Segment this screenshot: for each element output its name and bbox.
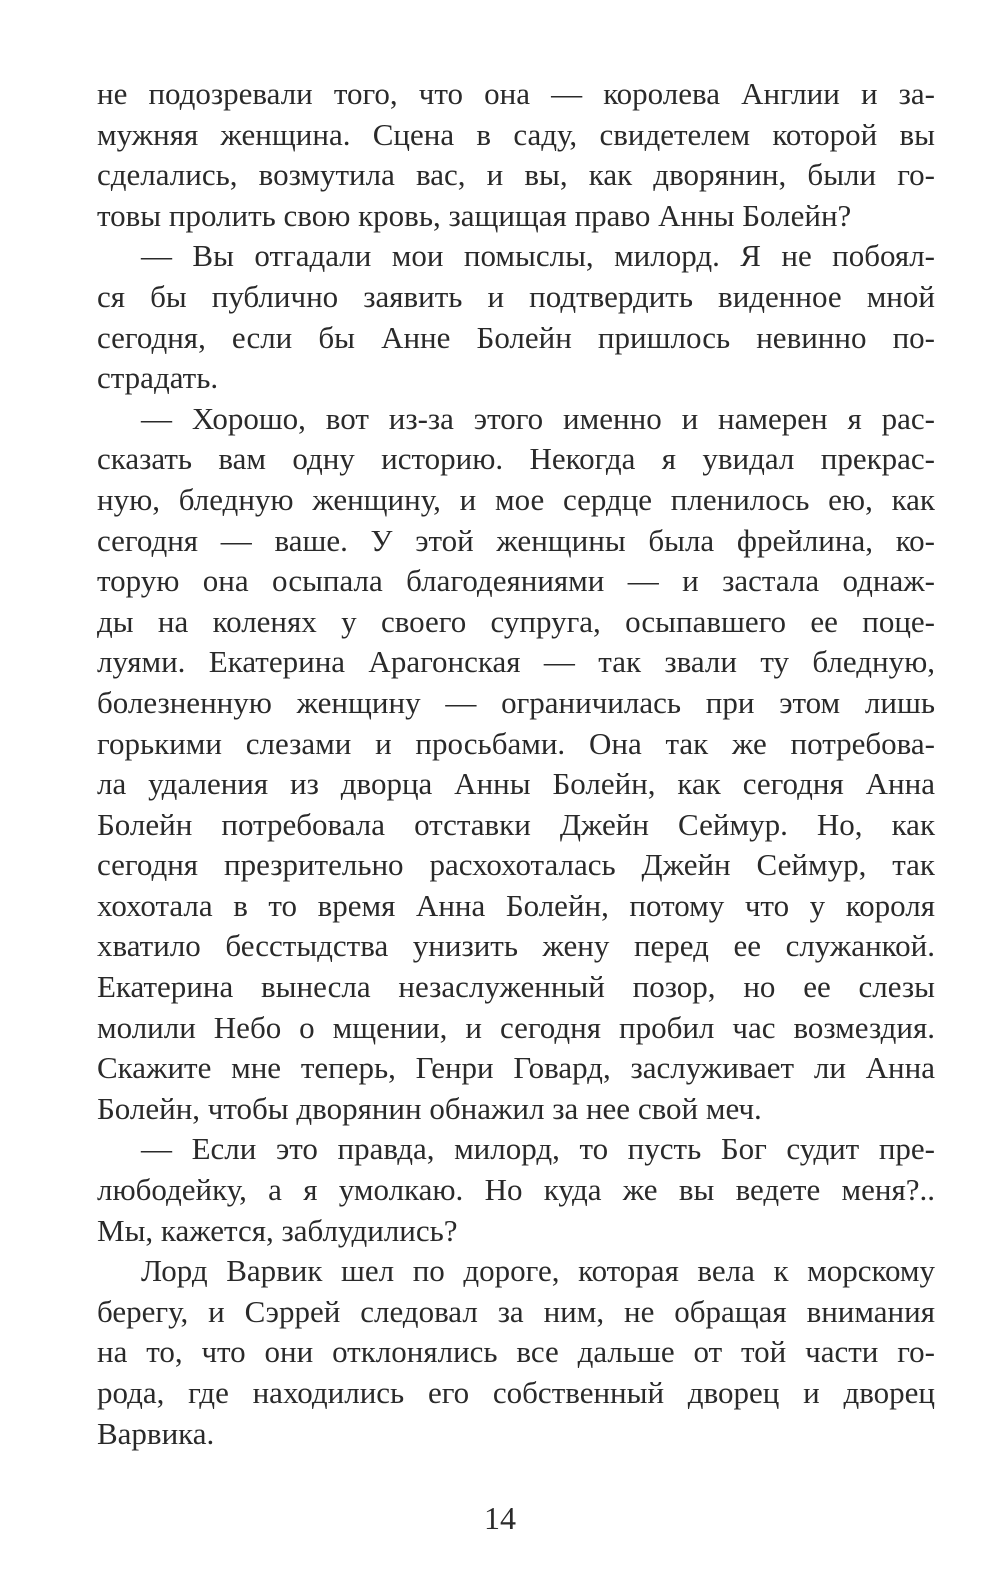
text-line: — Хорошо, вот из-за этого именно и намерен я рас- <box>141 400 935 436</box>
text-line: Екатерина вынесла незаслуженный позор, но ее слезы <box>97 969 935 1005</box>
text-line: мужняя женщина. Сцена в саду, свидетелем которой вы <box>97 116 935 152</box>
text-line: Мы, кажется, заблудились? <box>97 1212 458 1248</box>
text-line: сегодня — ваше. У этой женщины была фрейлина, ко- <box>97 522 935 558</box>
text-line: Болейн, чтобы дворянин обнажил за нее свой меч. <box>97 1090 762 1126</box>
text-line: ла удаления из дворца Анны Болейн, как сегодня Анна <box>97 766 935 802</box>
text-line: хватило бесстыдства унизить жену перед ее служанкой. <box>97 928 935 964</box>
text-line: молили Небо о мщении, и сегодня пробил час возмездия. <box>97 1009 935 1045</box>
text-line: ды на коленях у своего супруга, осыпавшего ее поце- <box>97 603 935 639</box>
text-line: берегу, и Сэррей следовал за ним, не обращая внимания <box>97 1293 935 1329</box>
page-number: 14 <box>484 1500 516 1536</box>
text-line: сегодня, если бы Анне Болейн пришлось невинно по- <box>97 319 935 355</box>
text-line: горькими слезами и просьбами. Она так же потребова- <box>97 725 935 761</box>
text-line: ную, бледную женщину, и мое сердце пленилось ею, как <box>97 481 935 517</box>
text-line: рода, где находились его собственный дворец и дворец <box>97 1375 935 1410</box>
text-line: не подозревали того, что она — королева Англии и за- <box>97 76 935 111</box>
text-line: — Если это правда, милорд, то пусть Бог судит пре- <box>141 1131 935 1167</box>
text-line: Варвика. <box>97 1415 215 1451</box>
text-line: страдать. <box>97 360 219 396</box>
text-line: торую она осыпала благодеяниями — и застала однаж- <box>97 563 935 599</box>
text-line: товы пролить свою кровь, защищая право Анны Болейн? <box>97 197 852 233</box>
text-line: луями. Екатерина Арагонская — так звали ту бледную, <box>97 644 935 680</box>
text-line: — Вы отгадали мои помыслы, милорд. Я не побоял- <box>141 238 935 274</box>
text-line: сегодня презрительно расхохоталась Джейн Сеймур, так <box>97 847 935 883</box>
text-line: на то, что они отклонялись все дальше от той части го- <box>97 1334 935 1370</box>
text-line: любодейку, а я умолкаю. Но куда же вы ведете меня?.. <box>97 1172 935 1208</box>
text-line: хохотала в то время Анна Болейн, потому что у короля <box>97 887 935 923</box>
text-line: сделались, возмутила вас, и вы, как дворянин, были го- <box>97 157 935 193</box>
text-line: сказать вам одну историю. Некогда я увидал прекрас- <box>97 441 935 477</box>
text-line: ся бы публично заявить и подтвердить виденное мной <box>97 278 935 314</box>
text-line: Скажите мне теперь, Генри Говард, заслуживает ли Анна <box>97 1050 935 1086</box>
text-line: Лорд Варвик шел по дороге, которая вела к морскому <box>141 1253 935 1289</box>
text-line: болезненную женщину — ограничилась при этом лишь <box>97 684 935 720</box>
page-text-block <box>97 74 935 1454</box>
text-line: Болейн потребовала отставки Джейн Сеймур. Но, как <box>97 806 935 842</box>
